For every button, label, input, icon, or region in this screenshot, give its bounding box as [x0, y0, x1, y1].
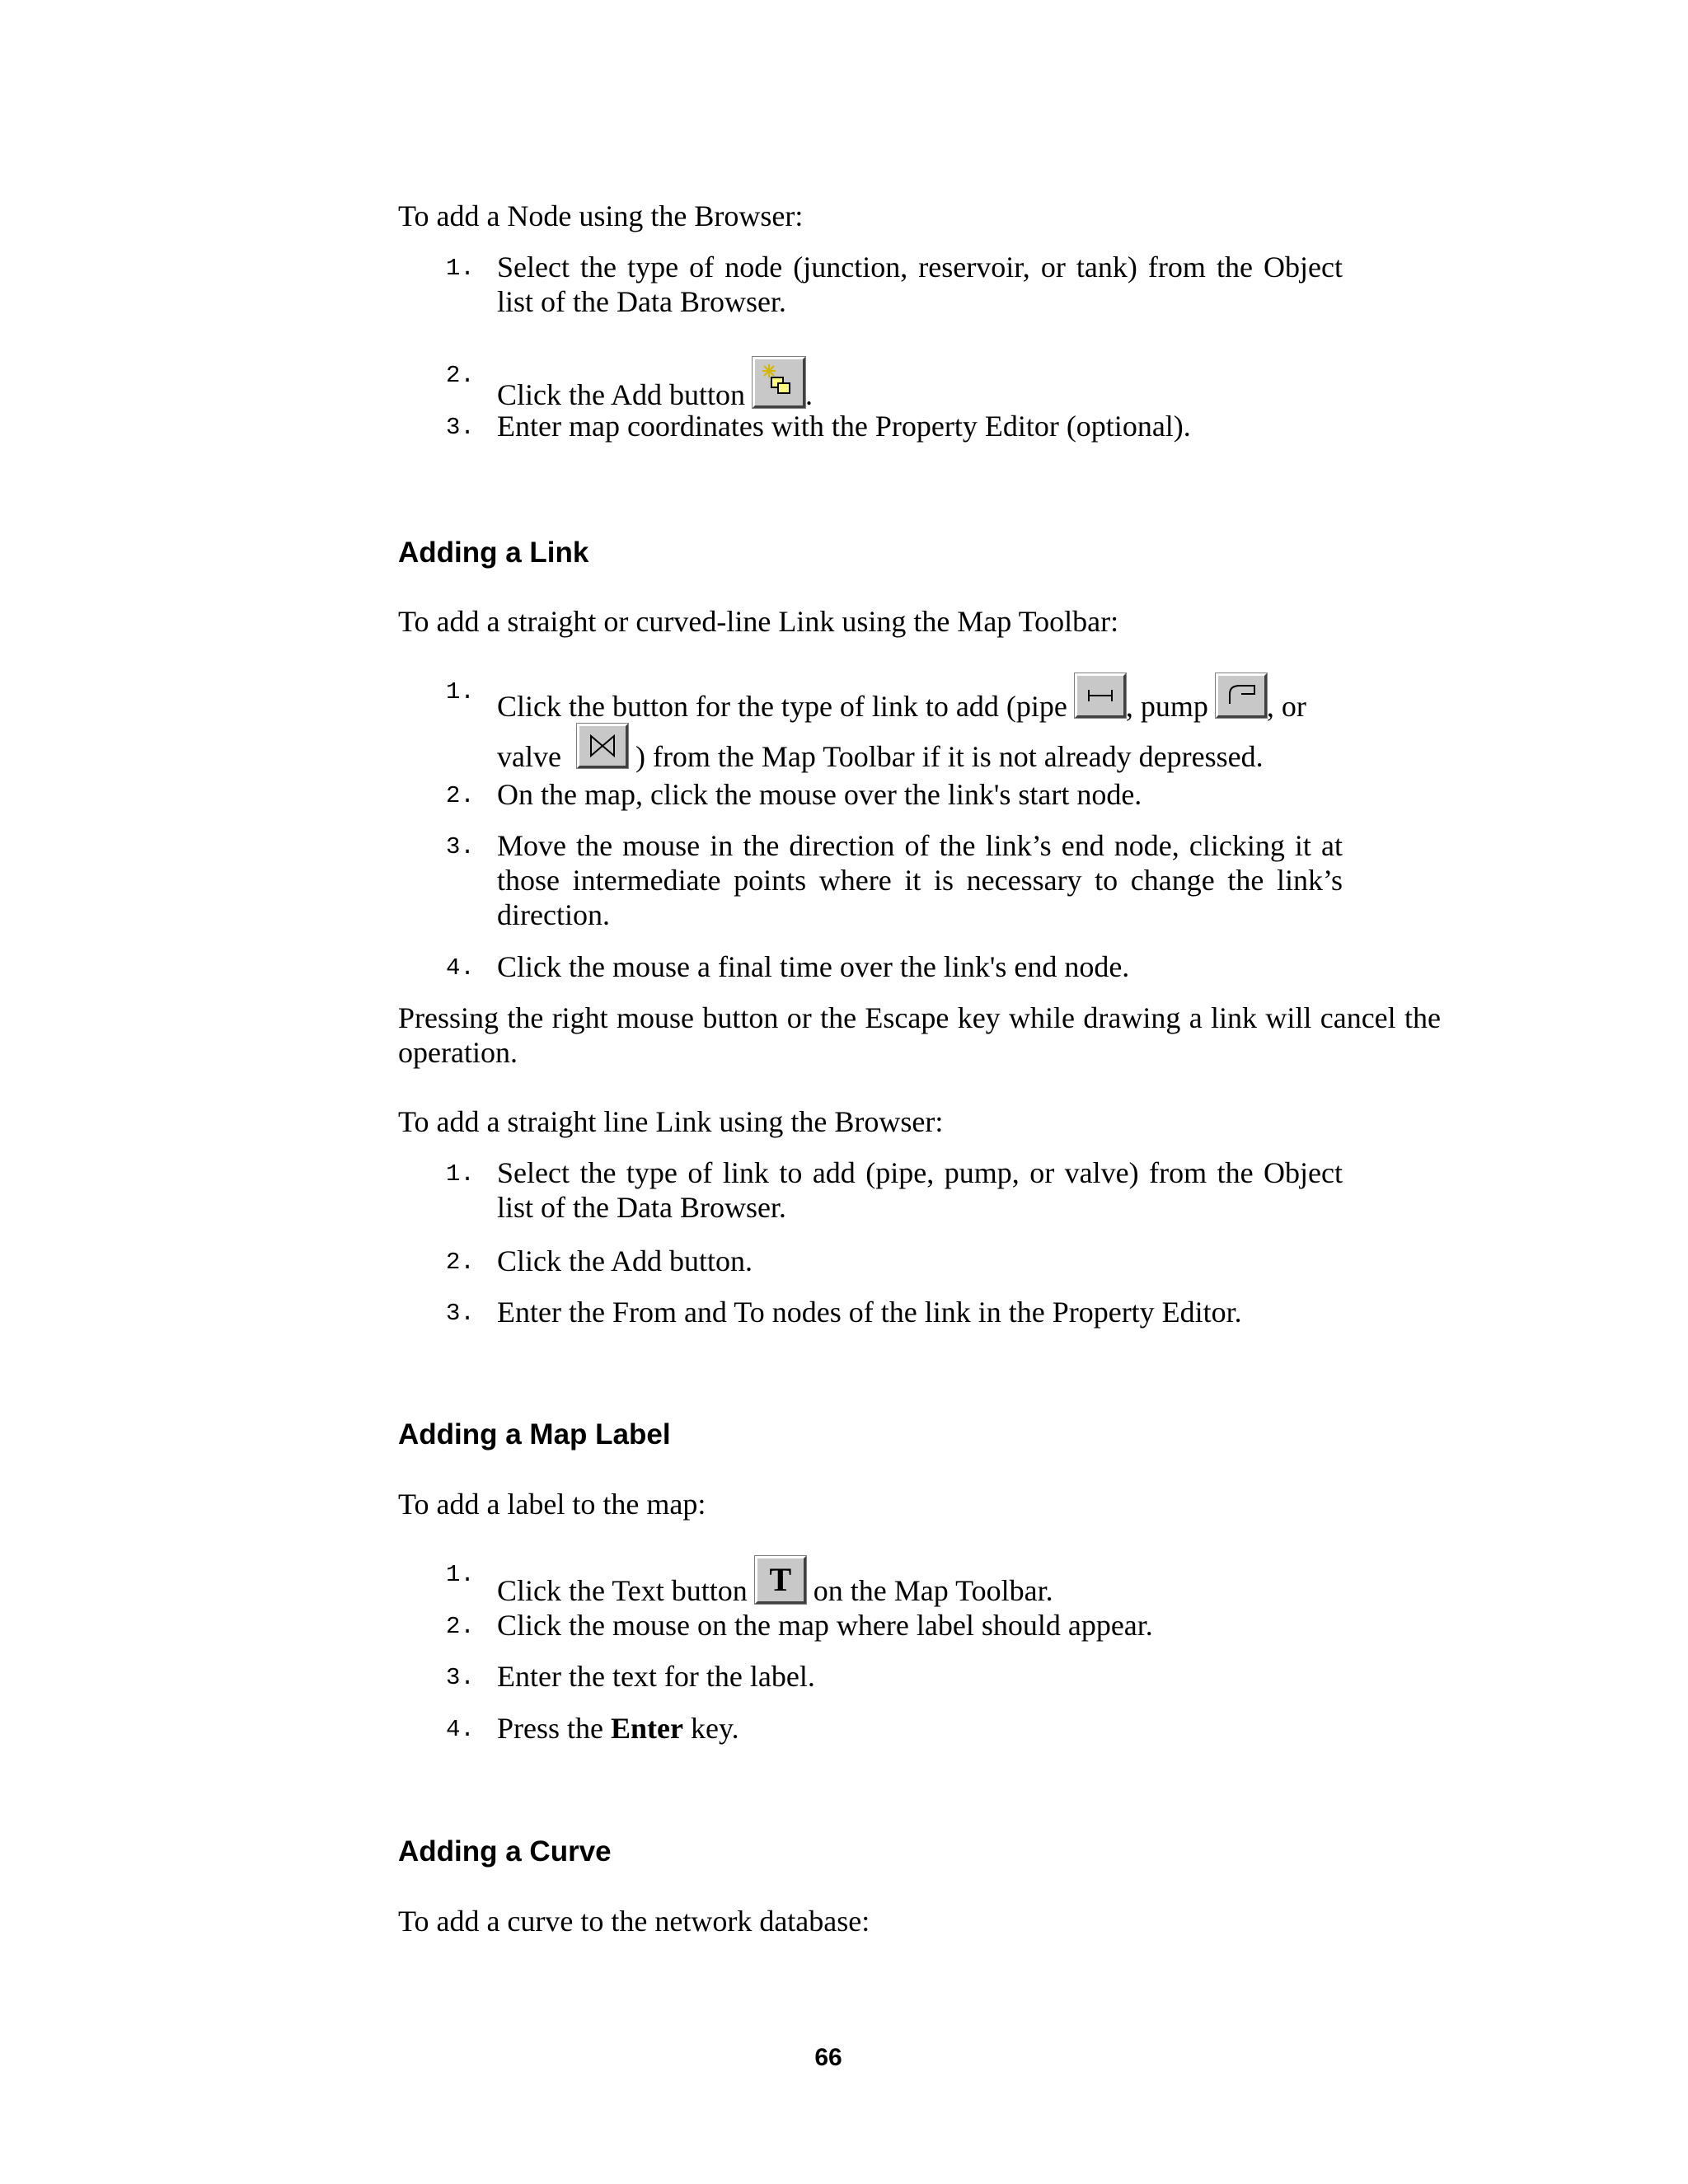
step-number: 3. — [446, 1300, 475, 1327]
curve-intro: To add a curve to the network database: — [398, 1905, 870, 1938]
list-item — [398, 828, 1343, 932]
list-item — [398, 409, 1343, 443]
section-heading: Adding a Curve — [398, 1835, 612, 1868]
page-number: 66 — [814, 2044, 842, 2071]
link-toolbar-intro: To add a straight or curved-line Link using the Map Toolbar: — [398, 605, 1119, 638]
step-text: Click the Add button. — [497, 1244, 753, 1277]
list-item — [398, 949, 1343, 984]
list-item — [398, 250, 1343, 319]
section-heading: Adding a Link — [398, 537, 589, 569]
step-number: 3. — [446, 414, 475, 441]
step-text-part: Press the — [497, 1712, 603, 1745]
valve-icon — [577, 724, 628, 768]
step-text — [497, 1711, 1343, 1746]
add-node-icon — [753, 357, 805, 408]
list-item — [398, 1295, 1343, 1329]
step-number: 3. — [446, 833, 475, 860]
section-heading: Adding a Map Label — [398, 1418, 671, 1451]
list-item — [398, 1659, 1343, 1694]
list-item — [398, 1155, 1343, 1225]
step-number: 2. — [446, 1249, 475, 1276]
step-number: 4. — [446, 954, 475, 982]
list-item — [398, 673, 1343, 773]
step-text-part: , or — [1266, 690, 1306, 723]
step-number: 1. — [446, 255, 475, 282]
step-text: On the map, click the mouse over the link's start node. — [497, 778, 1142, 811]
step-text-part: , pump — [1125, 690, 1208, 723]
step-number: 1. — [446, 1561, 475, 1588]
step-text — [497, 357, 1343, 412]
step-text: Move the mouse in the direction of the link’s end node, clicking it at those intermediate points where it is necessary to change the link’s direction. — [497, 829, 1343, 931]
step-number: 2. — [446, 1613, 475, 1640]
list-item — [398, 357, 1343, 411]
step-text-part: ) from the Map Toolbar if it is not already depressed. — [635, 740, 1264, 773]
step-number: 2. — [446, 782, 475, 809]
text-icon: T — [755, 1556, 806, 1604]
step-text: Select the type of link to add (pipe, pump, or valve) from the Object list of the Data Browser. — [497, 1156, 1343, 1224]
label-intro: To add a label to the map: — [398, 1488, 706, 1521]
pump-icon — [1216, 673, 1267, 718]
step-text — [497, 673, 1343, 774]
step-text-part: Click the button for the type of link to add (pipe — [497, 690, 1067, 723]
cancel-note: Pressing the right mouse button or the Escape key while drawing a link will cancel the operation. — [398, 1001, 1441, 1069]
list-item — [398, 1556, 1343, 1607]
list-item — [398, 1608, 1343, 1643]
list-item — [398, 777, 1343, 812]
step-number: 3. — [446, 1664, 475, 1691]
step-text-part: Click the Text button — [497, 1574, 748, 1607]
link-browser-intro: To add a straight line Link using the Browser: — [398, 1105, 944, 1138]
step-text-part: valve — [497, 740, 561, 773]
list-item — [398, 1244, 1343, 1278]
node-browser-intro: To add a Node using the Browser: — [398, 199, 804, 232]
step-number: 2. — [446, 362, 475, 389]
step-text: Enter map coordinates with the Property Editor (optional). — [497, 410, 1191, 443]
list-item — [398, 1711, 1343, 1746]
step-text-part: Click the Add button — [497, 378, 745, 411]
step-text: Select the type of node (junction, reservoir, or tank) from the Object list of the Data Browser. — [497, 251, 1343, 318]
step-number: 1. — [446, 678, 475, 705]
step-text: Click the mouse on the map where label should appear. — [497, 1609, 1153, 1642]
step-text-part: key. — [690, 1712, 739, 1745]
step-text: Enter the text for the label. — [497, 1660, 815, 1693]
step-text: Click the mouse a final time over the link's end node. — [497, 950, 1130, 983]
step-text: Enter the From and To nodes of the link in the Property Editor. — [497, 1296, 1242, 1329]
step-text — [497, 1556, 1343, 1608]
step-number: 1. — [446, 1160, 475, 1188]
pipe-icon — [1075, 673, 1126, 718]
key-name: Enter — [611, 1712, 683, 1745]
step-text-part: on the Map Toolbar. — [813, 1574, 1053, 1607]
step-text-part: . — [805, 378, 813, 411]
step-number: 4. — [446, 1716, 475, 1743]
